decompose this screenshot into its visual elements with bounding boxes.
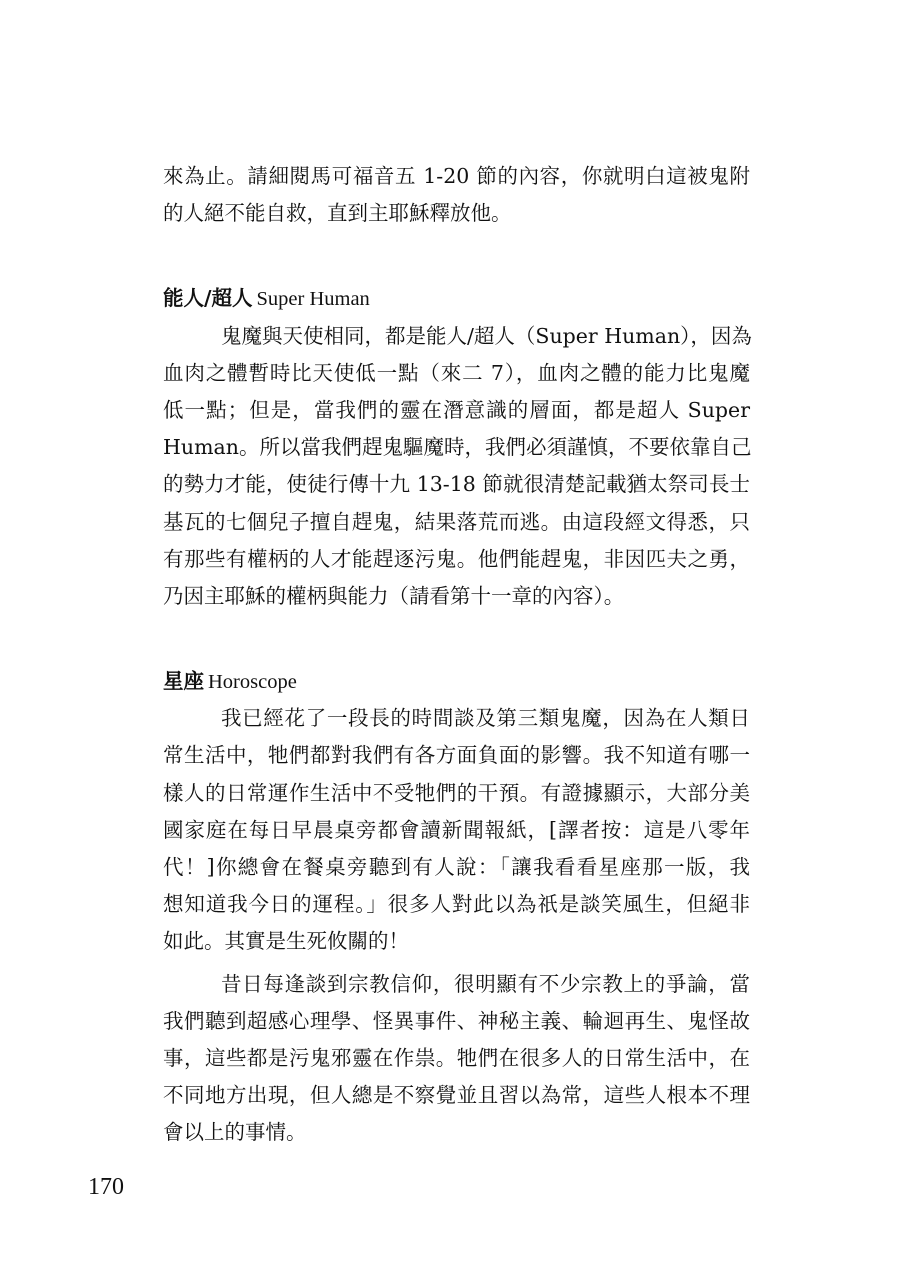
page-number: 170 (88, 1174, 124, 1200)
text-line: 樣人的日常運作生活中不受牠們的干預。有證據顯示，大部分美 (163, 780, 750, 805)
heading-cjk: 星座 (163, 669, 204, 694)
horoscope-paragraph-2 (163, 966, 750, 1152)
super-human-paragraph (163, 318, 750, 616)
text-line: 想知道我今日的運程。」很多人對此以為祇是談笑風生，但絕非 (163, 892, 750, 917)
text-line: 乃因主耶穌的權柄與能力（請看第十一章的內容）。 (163, 583, 625, 608)
text-line: 我們聽到超感心理學、怪異事件、神秘主義、輪迴再生、鬼怪故 (163, 1008, 750, 1033)
text-line: 血肉之體暫時比天使低一點（來二 7），血肉之體的能力比鬼魔 (163, 360, 750, 385)
text-line: Human。所以當我們趕鬼驅魔時，我們必須謹慎，不要依靠自己 (163, 435, 752, 460)
text-line: 來為止。請細閱馬可福音五 1-20 節的內容，你就明白這被鬼附 (163, 164, 750, 188)
text-line: 的人絕不能自救，直到主耶穌釋放他。 (163, 201, 512, 226)
text-line: 如此。其實是生死攸關的！ (163, 929, 409, 954)
page-body (163, 158, 750, 1152)
heading-cjk: 能人/超人 (163, 286, 253, 311)
text-line: 我已經花了一段長的時間談及第三類鬼魔，因為在人類日 (221, 706, 750, 731)
text-line: 不同地方出現，但人總是不察覺並且習以為常，這些人根本不理 (163, 1083, 750, 1108)
text-line: 有那些有權柄的人才能趕逐污鬼。他們能趕鬼，非因匹夫之勇， (163, 546, 750, 571)
intro-paragraph (163, 158, 750, 232)
text-line: 的勢力才能，使徒行傳十九 13-18 節就很清楚記載猶太祭司長士 (163, 472, 750, 497)
heading-en: Super Human (256, 288, 370, 311)
text-line: 基瓦的七個兒子擅自趕鬼，結果落荒而逃。由這段經文得悉，只 (163, 509, 750, 534)
heading-en: Horoscope (208, 671, 297, 694)
text-line: 昔日每逢談到宗教信仰，很明顯有不少宗教上的爭論，當 (221, 971, 750, 996)
horoscope-paragraph-1 (163, 700, 750, 960)
section-heading-horoscope (163, 663, 750, 700)
text-line: 代！]你總會在餐桌旁聽到有人說：「讓我看看星座那一版，我 (163, 855, 750, 879)
text-line: 鬼魔與天使相同，都是能人/超人（Super Human），因為 (221, 323, 752, 348)
section-heading-super-human (163, 280, 750, 317)
text-line: 事，這些都是污鬼邪靈在作祟。牠們在很多人的日常生活中，在 (163, 1045, 750, 1070)
text-line: 國家庭在每日早晨桌旁都會讀新聞報紙，[譯者按：這是八零年 (163, 817, 750, 842)
text-line: 會以上的事情。 (163, 1120, 307, 1145)
text-line: 低一點；但是，當我們的靈在潛意識的層面，都是超人 Super (163, 397, 750, 422)
text-line: 常生活中，牠們都對我們有各方面負面的影響。我不知道有哪一 (163, 743, 750, 768)
